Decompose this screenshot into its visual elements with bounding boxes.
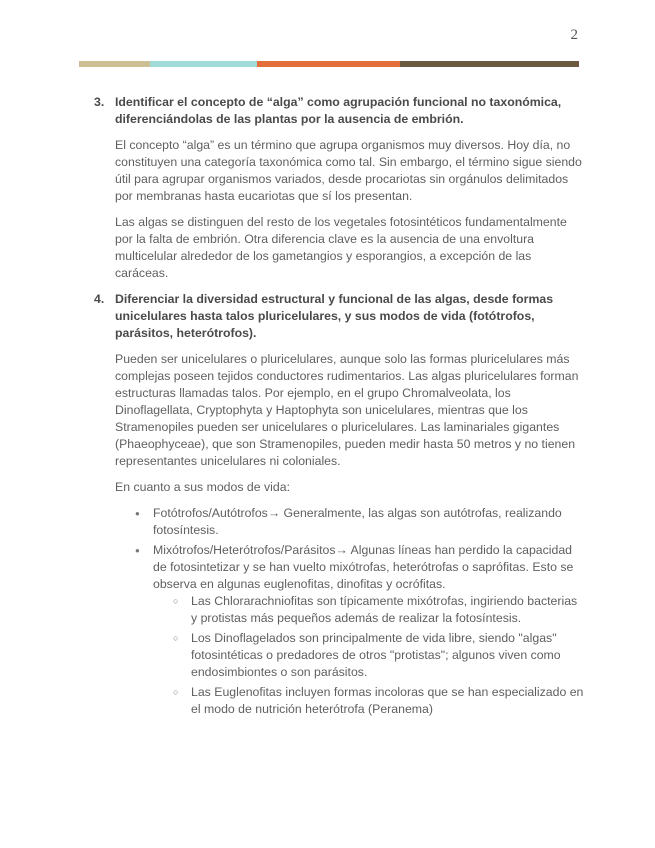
bullet-text: Fotótrofos/Autótrofos→ Generalmente, las algas son autótrofas, realizando fotosíntesis. (153, 506, 562, 537)
section-3 (94, 94, 584, 291)
section-4 (94, 291, 584, 721)
bullet-item (115, 505, 584, 539)
color-bar-segment-4 (400, 61, 579, 67)
section-4-paragraph-2: En cuanto a sus modos de vida: (115, 480, 290, 494)
section-4-heading: Diferenciar la diversidad estructural y funcional de las algas, desde formas unicelulares hasta talos pluricelulares, y sus modos de vida (fotótrofos, parásitos, heterótrofos). (115, 292, 554, 340)
color-bar-segment-2 (150, 61, 257, 67)
header-color-bar (79, 61, 579, 67)
modes-of-life-list (115, 505, 584, 718)
bullet-item (115, 542, 584, 718)
sub-bullet-item (153, 593, 584, 627)
sub-bullet-list (153, 593, 584, 718)
page-number: 2 (570, 27, 578, 43)
sub-bullet-item (153, 684, 584, 718)
bullet-text: Mixótrofos/Heterótrofos/Parásitos→ Algunas líneas han perdido la capacidad de fotosintetizar y se han vuelto mixótrofas, heterótrofas o saprófitas. Esto se observa en algunas euglenofitas, dinofitas y ocrófitas. (153, 543, 574, 591)
section-3-heading: Identificar el concepto de “alga” como agrupación funcional no taxonómica, diferenciándolas de las plantas por la ausencia de embrión. (115, 95, 562, 126)
color-bar-segment-3 (257, 61, 400, 67)
section-4-paragraph-1: Pueden ser unicelulares o pluricelulares, aunque solo las formas pluricelulares más complejas poseen tejidos conductores rudimentarios. Las algas pluricelulares forman estructuras llamadas talos. Por ejemplo, en el grupo Chromalveolata, los Dinoflagellata, Cryptophyta y Haptophyta son unicelulares, mientras que los Stramenopiles pueden ser unicelulares o pluricelulares. Las laminariales gigantes (Phaeophyceae), que son Stramenopiles, pueden medir hasta 50 metros y no tienen representantes unicelulares ni coloniales. (115, 352, 579, 468)
section-3-paragraph-2: Las algas se distinguen del resto de los vegetales fotosintéticos fundamentalmente por la falta de embrión. Otra diferencia clave es la ausencia de una envoltura multicelular alrededor de los gametangios y esporangios, a excepción de las caráceas. (115, 215, 567, 280)
section-3-paragraph-1: El concepto “alga” es un término que agrupa organismos muy diversos. Hoy día, no constituyen una categoría taxonómica como tal. Sin embargo, el término sigue siendo útil para agrupar organismos variados, desde procariotas sin orgánulos delimitados por membranas hasta eucariotas que sí los presentan. (115, 138, 582, 203)
section-3-body (115, 94, 584, 291)
section-4-body (115, 291, 584, 721)
color-bar-segment-1 (79, 61, 150, 67)
section-3-number: 3. (94, 95, 105, 109)
sub-bullet-text: Los Dinoflagelados son principalmente de vida libre, siendo "algas" fotosintéticas o predadores de otros "protistas"; algunos viven como endosimbiontes o son parásitos. (191, 631, 561, 679)
sub-bullet-text: Las Chlorarachniofitas son típicamente mixótrofas, ingiriendo bacterias y protistas más pequeños además de realizar la fotosíntesis. (191, 594, 578, 625)
sub-bullet-text: Las Euglenofitas incluyen formas incoloras que se han especializado en el modo de nutrición heterótrofa (Peranema) (191, 685, 584, 716)
section-4-number: 4. (94, 292, 105, 306)
document-content (94, 94, 584, 721)
sub-bullet-item (153, 630, 584, 681)
